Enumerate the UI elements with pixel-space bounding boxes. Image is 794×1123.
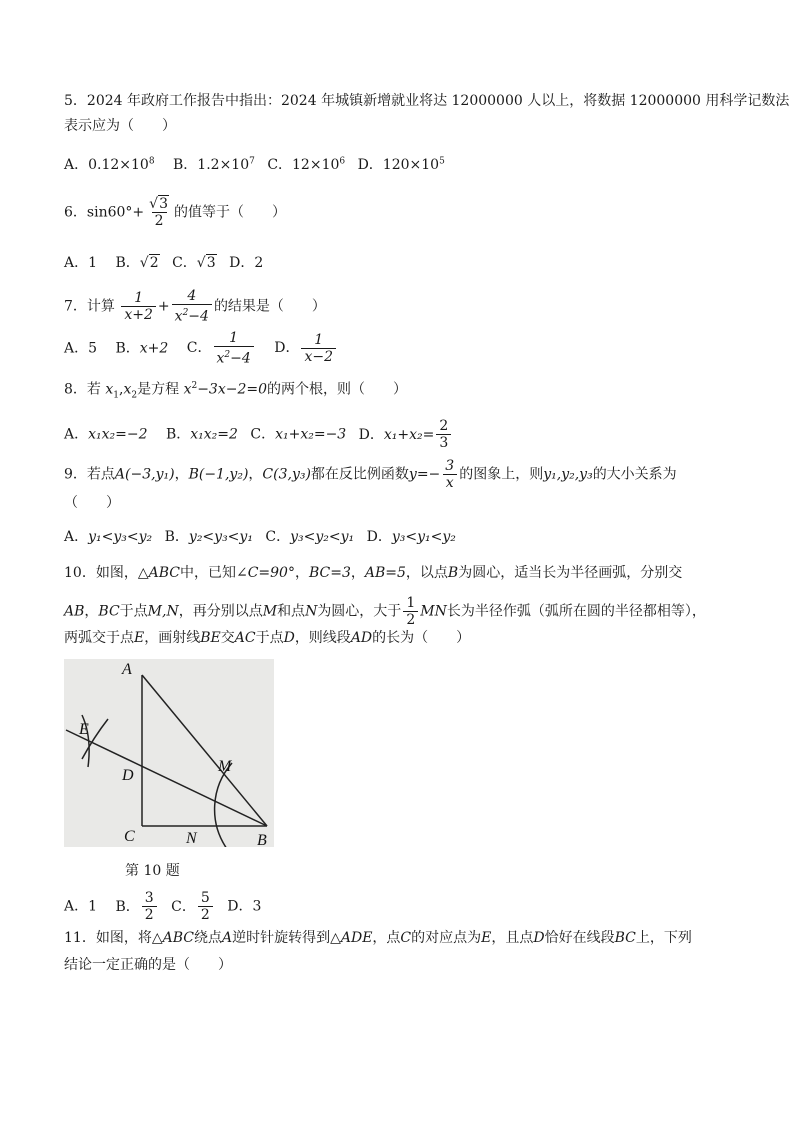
q10-stem-line2: AB，BC于点M,N，再分别以点M和点N为圆心，大于 $\frac{1}{2}$ MN长为半径作弧（弧所在圆的半径都相等）， xyxy=(64,595,706,628)
q8-stem: 8．若 $x_1,x_2$是方程 $x^2-3x-2=0$的两个根，则（ ） xyxy=(64,381,408,401)
q5-options xyxy=(64,151,445,175)
q10-figure-caption: 第 10 题 xyxy=(125,863,180,879)
q8-option-b: B．x₁x₂=2 xyxy=(165,426,238,443)
q5-stem-line1: 5．2024 年政府工作报告中指出：2024 年城镇新增就业将达 12000000 人以上，将数据 12000000 用科学记数法 xyxy=(64,93,790,109)
q5-option-b: B．$1.2\times 10^7$ xyxy=(173,156,255,173)
q9-stem-line2: （ ） xyxy=(64,495,120,511)
q7-option-a: A．5 xyxy=(64,340,98,357)
label-d: D xyxy=(122,767,134,784)
q11-stem-line2: 结论一定正确的是（ ） xyxy=(64,957,232,973)
q5-stem-line2: 表示应为（ ） xyxy=(64,118,176,134)
q9-option-c: C．y₃<y₂<y₁ xyxy=(265,529,355,545)
q10-option-a: A．1 xyxy=(64,898,98,915)
q7-options xyxy=(64,330,338,367)
q10-option-d: D．3 xyxy=(227,898,262,915)
q6-option-b: B．√2 xyxy=(115,255,159,271)
label-b: B xyxy=(257,832,267,847)
q10-option-c: C． $\frac{5}{2}$ xyxy=(171,899,215,915)
q10-stem-line1: 10．如图，△ABC中，已知∠C=90°，BC=3，AB=5，以点B为圆心，适当长为半径画弧，分别交 xyxy=(64,565,683,581)
q8-options xyxy=(64,418,453,451)
q9-option-d: D．y₃<y₁<y₂ xyxy=(366,529,456,545)
q5-option-c: C．$12\times 10^6$ xyxy=(267,156,346,173)
q9-option-a: A．y₁<y₃<y₂ xyxy=(64,529,153,545)
q10-options xyxy=(64,890,261,923)
q7-stem: 7．计算 $\frac{1}{x+2}$ + $\frac{4}{x^2-4}$ 的结果是（ ） xyxy=(64,288,326,325)
q7-option-c: C． $\frac{1}{x^2-4}$ xyxy=(187,340,256,356)
q8-option-d: D．x₁+x₂= $\frac{2}{3}$ xyxy=(359,427,454,443)
label-c: C xyxy=(124,828,135,845)
q7-option-d: D． $\frac{1}{x-2}$ xyxy=(274,340,338,356)
q6-option-c: C．√3 xyxy=(172,255,216,271)
label-e: E xyxy=(79,721,89,738)
label-n: N xyxy=(186,830,197,847)
q10-figure xyxy=(64,659,274,847)
q6-option-a: A．1 xyxy=(64,255,98,271)
label-a: A xyxy=(122,661,132,678)
q9-options xyxy=(64,527,456,547)
ray-be xyxy=(66,730,267,826)
label-m: M xyxy=(218,758,232,775)
segment-ab xyxy=(142,675,267,826)
q8-option-a: A．x₁x₂=−2 xyxy=(64,426,148,443)
q11-stem-line1: 11．如图，将△ABC绕点A逆时针旋转得到△ADE，点C的对应点为E，且点D恰好在线段BC上，下列 xyxy=(64,930,692,946)
q6-option-d: D．2 xyxy=(229,255,264,271)
q9-stem-line1: 9．若点A(−3,y₁)，B(−1,y₂)，C(3,y₃)都在反比例函数y=− $\frac{3}{x}$ 的图象上，则y₁,y₂,y₃的大小关系为 xyxy=(64,458,677,491)
q6-stem: 6．sin60°+ $\frac{√3}{2}$ 的值等于（ ） xyxy=(64,196,286,229)
q9-option-b: B．y₂<y₃<y₁ xyxy=(164,529,253,545)
q7-option-b: B．x+2 xyxy=(115,340,169,357)
q6-options xyxy=(64,253,263,273)
q10-option-b: B． $\frac{3}{2}$ xyxy=(115,899,158,915)
q8-option-c: C．x₁+x₂=−3 xyxy=(250,426,347,443)
q5-option-a: A．$0.12\times 10^8$ xyxy=(64,156,155,173)
q5-option-d: D．$120\times 10^5$ xyxy=(357,156,445,173)
q10-stem-line3: 两弧交于点E，画射线BE交AC于点D，则线段AD的长为（ ） xyxy=(64,630,471,646)
